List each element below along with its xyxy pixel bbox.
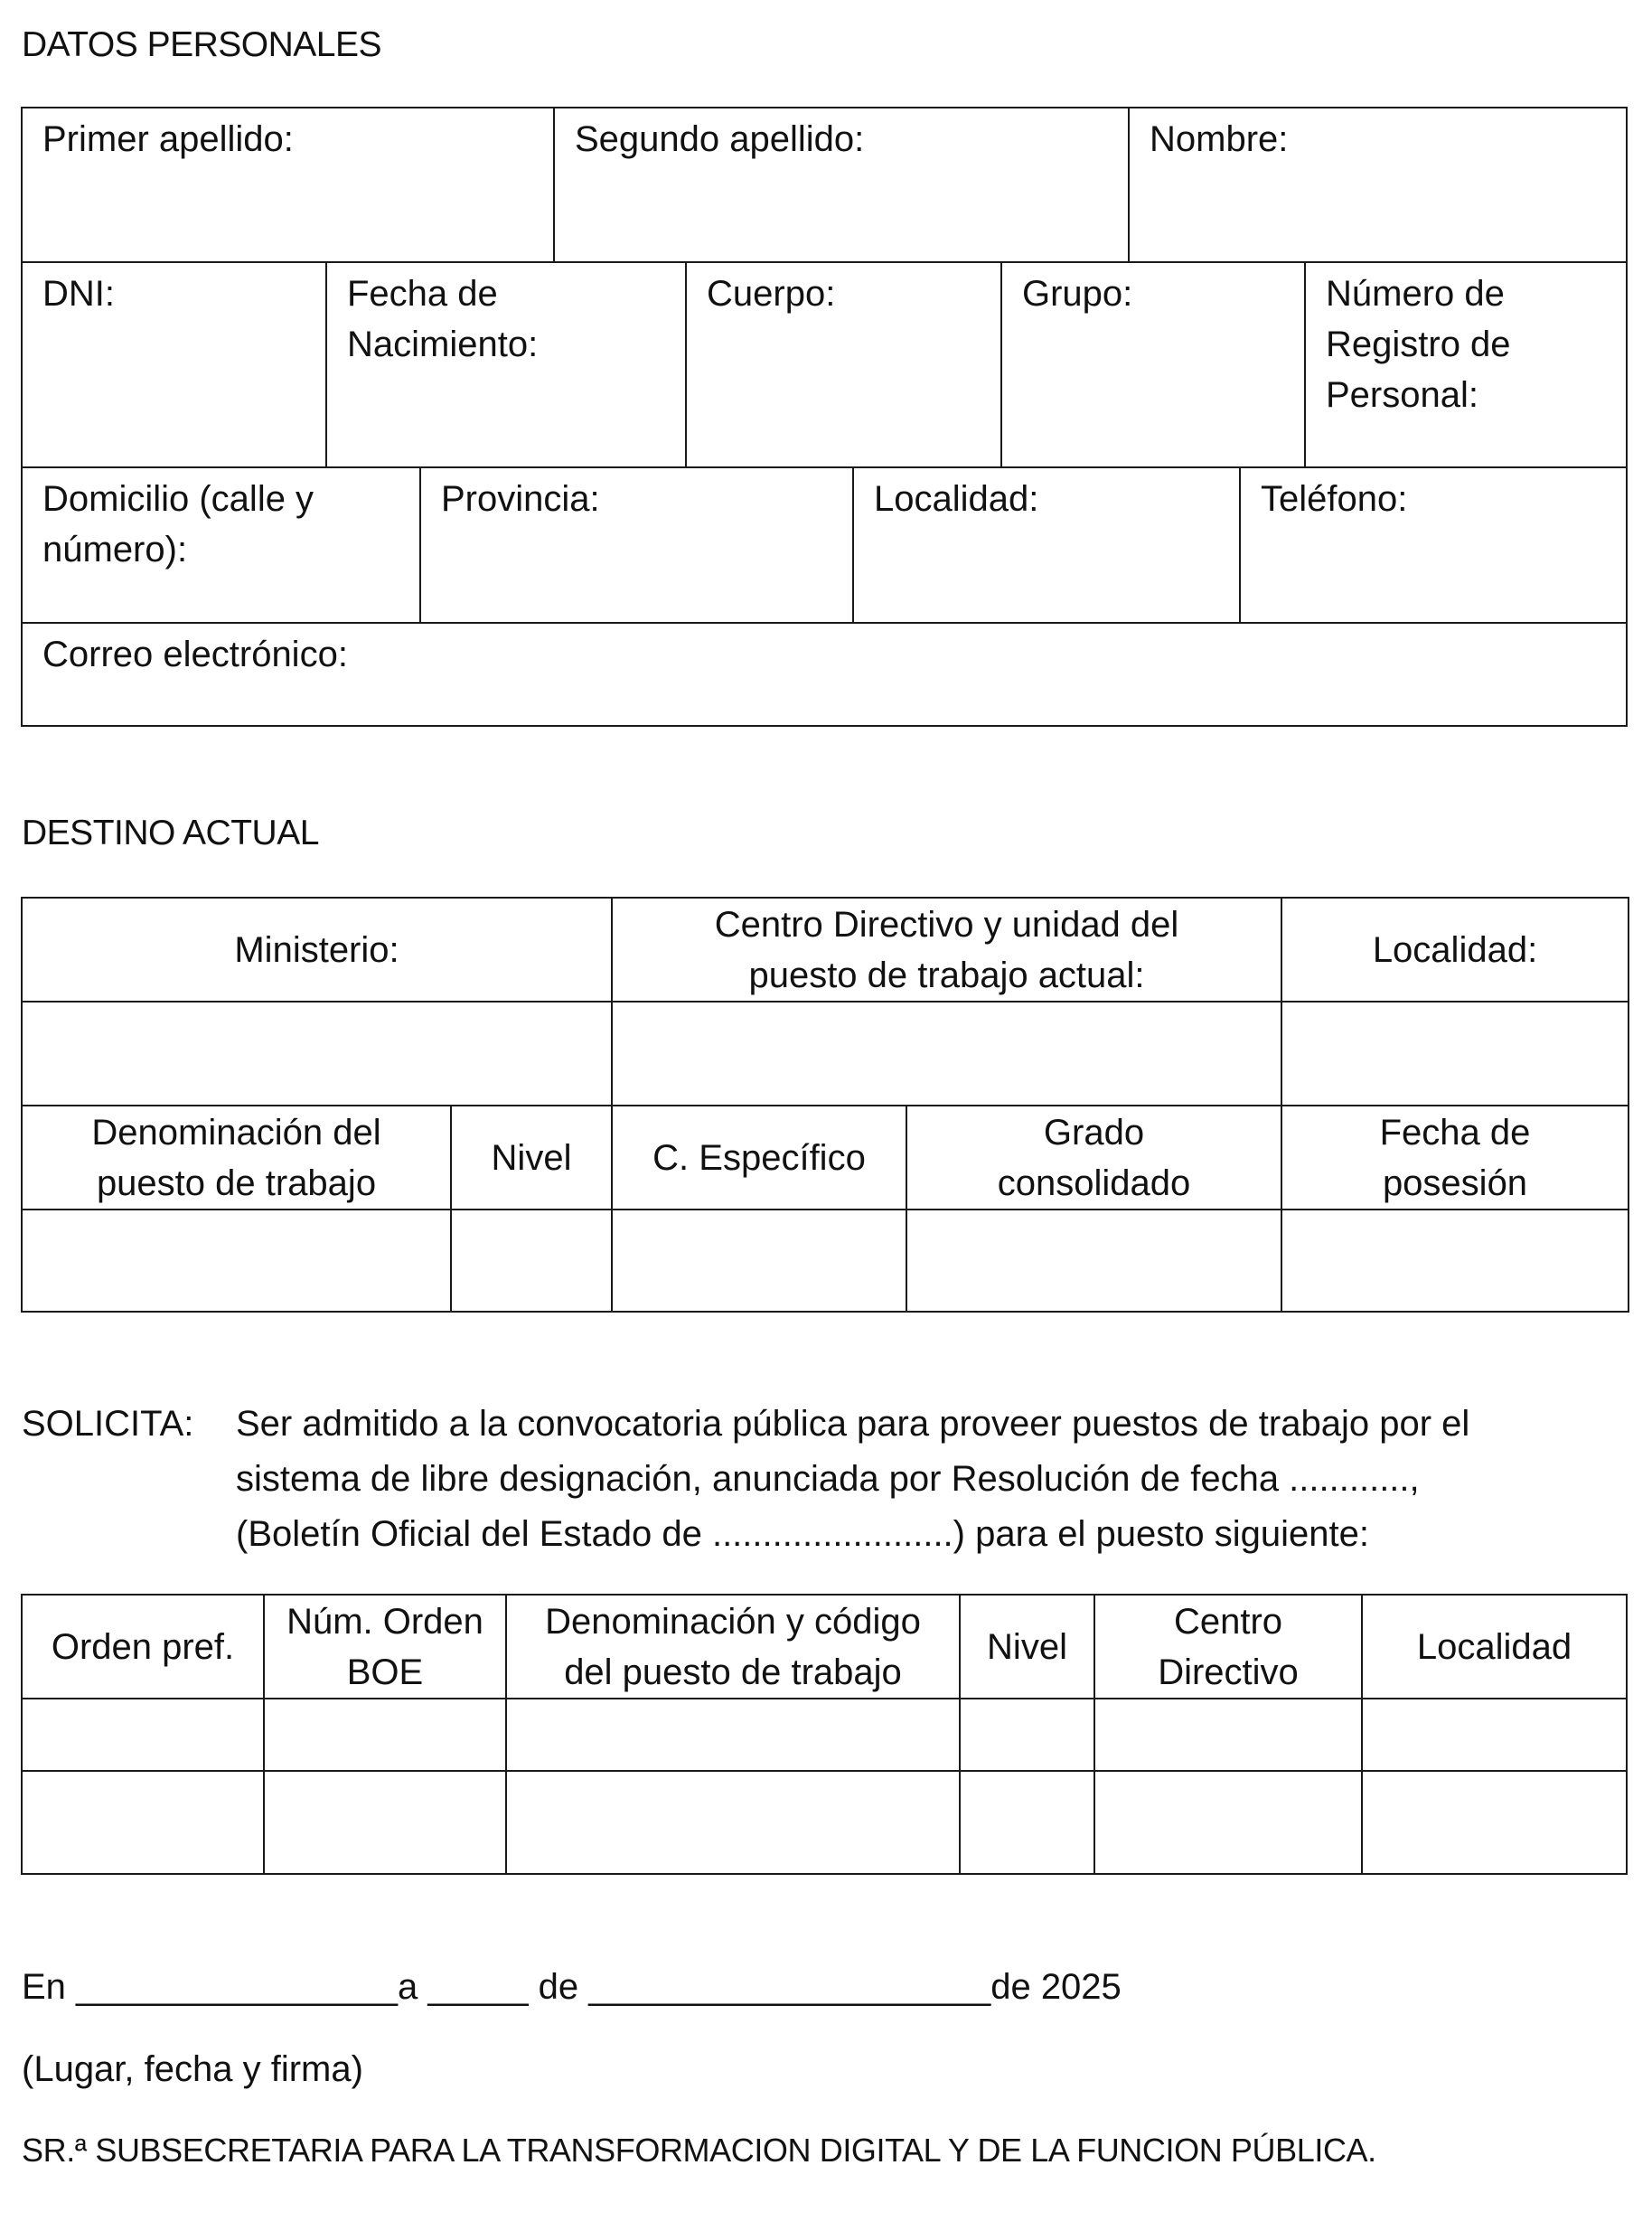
centro-directivo-input-cell[interactable]	[613, 1003, 1282, 1106]
puesto-row-1-num-orden-boe[interactable]	[265, 1699, 507, 1772]
denominacion-header	[23, 1106, 452, 1210]
denominacion-codigo-header	[507, 1596, 961, 1699]
localidad-puesto-header	[1363, 1596, 1628, 1699]
section-title-destino-actual: DESTINO ACTUAL	[22, 814, 319, 852]
segundo-apellido-label: Segundo apellido:	[575, 119, 865, 159]
puesto-row-2-denominacion[interactable]	[507, 1772, 961, 1875]
puesto-row-2-num-orden-boe[interactable]	[265, 1772, 507, 1875]
dni-label: DNI:	[42, 274, 115, 314]
fecha-posesion-header	[1282, 1106, 1629, 1210]
puesto-row-1-localidad[interactable]	[1363, 1699, 1628, 1772]
nivel-header	[452, 1106, 613, 1210]
cuerpo-label: Cuerpo:	[707, 274, 836, 314]
solicita-line-1: Ser admitido a la convocatoria pública para proveer puestos de trabajo por el	[236, 1404, 1470, 1444]
telefono-field[interactable]	[1241, 468, 1628, 624]
centro-directivo-puesto-header	[1095, 1596, 1363, 1699]
nrp-label: Número de Registro de Personal:	[1326, 274, 1511, 415]
nivel-puesto-header-label: Nivel	[987, 1626, 1067, 1667]
primer-apellido-label: Primer apellido:	[42, 119, 294, 159]
grupo-label: Grupo:	[1022, 274, 1133, 314]
ministerio-header	[23, 899, 613, 1003]
primer-apellido-field[interactable]	[23, 108, 555, 263]
centro-directivo-header	[613, 899, 1282, 1003]
localidad-input-cell[interactable]	[1282, 1003, 1629, 1106]
localidad-field[interactable]	[854, 468, 1241, 624]
fecha-nacimiento-field[interactable]	[327, 263, 687, 468]
grado-consolidado-header	[907, 1106, 1282, 1210]
grado-consolidado-header-label: Grado consolidado	[997, 1112, 1191, 1203]
orden-pref-header-label: Orden pref.	[51, 1626, 235, 1667]
nombre-label: Nombre:	[1150, 119, 1289, 159]
denominacion-header-label: Denominación del puesto de trabajo	[91, 1112, 381, 1203]
denominacion-codigo-header-label: Denominación y código del puesto de trabajo	[545, 1601, 921, 1692]
ministerio-header-label: Ministerio:	[234, 929, 399, 970]
localidad-header-label: Localidad:	[1372, 929, 1538, 970]
destino-actual-table	[21, 897, 1629, 1313]
solicita-line-2: sistema de libre designación, anunciada por Resolución de fecha ............,	[236, 1459, 1420, 1499]
puesto-row-1-nivel[interactable]	[961, 1699, 1095, 1772]
puesto-row-2-centro-directivo[interactable]	[1095, 1772, 1363, 1875]
cuerpo-field[interactable]	[687, 263, 1002, 468]
grupo-field[interactable]	[1002, 263, 1306, 468]
puesto-row-2-localidad[interactable]	[1363, 1772, 1628, 1875]
domicilio-label: Domicilio (calle y número):	[42, 479, 314, 570]
c-especifico-header	[613, 1106, 907, 1210]
nivel-header-label: Nivel	[491, 1137, 572, 1178]
localidad-label: Localidad:	[874, 479, 1039, 519]
num-orden-boe-header-label: Núm. Orden BOE	[286, 1601, 483, 1692]
provincia-label: Provincia:	[441, 479, 600, 519]
centro-directivo-puesto-header-label: Centro Directivo	[1158, 1601, 1299, 1692]
ministerio-input-cell[interactable]	[23, 1003, 613, 1106]
puesto-row-1-centro-directivo[interactable]	[1095, 1699, 1363, 1772]
fecha-posesion-input-cell[interactable]	[1282, 1210, 1629, 1313]
domicilio-field[interactable]	[23, 468, 421, 624]
fecha-posesion-header-label: Fecha de posesión	[1379, 1112, 1531, 1203]
date-place-line[interactable]: En ________________a _____ de ____________________de 2025	[22, 1967, 1122, 2007]
telefono-label: Teléfono:	[1261, 479, 1408, 519]
correo-field[interactable]	[23, 624, 1628, 727]
puesto-row-2-orden-pref[interactable]	[23, 1772, 265, 1875]
grado-consolidado-input-cell[interactable]	[907, 1210, 1282, 1313]
puesto-row-1-denominacion[interactable]	[507, 1699, 961, 1772]
solicita-line-3: (Boletín Oficial del Estado de ........................) para el puesto siguiente:	[236, 1514, 1369, 1554]
puestos-table	[21, 1594, 1628, 1875]
c-especifico-header-label: C. Específico	[652, 1137, 866, 1178]
nivel-puesto-header	[961, 1596, 1095, 1699]
dni-field[interactable]	[23, 263, 327, 468]
segundo-apellido-field[interactable]	[555, 108, 1130, 263]
localidad-puesto-header-label: Localidad	[1416, 1626, 1572, 1667]
lugar-fecha-firma-note: (Lugar, fecha y firma)	[22, 2049, 363, 2089]
orden-pref-header	[23, 1596, 265, 1699]
addressee-line: SR.ª SUBSECRETARIA PARA LA TRANSFORMACION DIGITAL Y DE LA FUNCION PÚBLICA.	[22, 2132, 1376, 2169]
nrp-field[interactable]	[1306, 263, 1628, 468]
localidad-header	[1282, 899, 1629, 1003]
personal-data-table	[21, 107, 1628, 727]
solicita-label: SOLICITA:	[22, 1404, 194, 1444]
nivel-input-cell[interactable]	[452, 1210, 613, 1313]
c-especifico-input-cell[interactable]	[613, 1210, 907, 1313]
solicita-paragraph	[236, 1397, 1469, 1562]
num-orden-boe-header	[265, 1596, 507, 1699]
denominacion-input-cell[interactable]	[23, 1210, 452, 1313]
correo-label: Correo electrónico:	[42, 635, 348, 674]
puesto-row-1-orden-pref[interactable]	[23, 1699, 265, 1772]
fecha-nacimiento-label: Fecha de Nacimiento:	[347, 274, 539, 364]
nombre-field[interactable]	[1130, 108, 1628, 263]
provincia-field[interactable]	[421, 468, 854, 624]
section-title-datos-personales: DATOS PERSONALES	[22, 25, 382, 64]
centro-directivo-header-label: Centro Directivo y unidad del puesto de trabajo actual:	[714, 904, 1179, 995]
puesto-row-2-nivel[interactable]	[961, 1772, 1095, 1875]
